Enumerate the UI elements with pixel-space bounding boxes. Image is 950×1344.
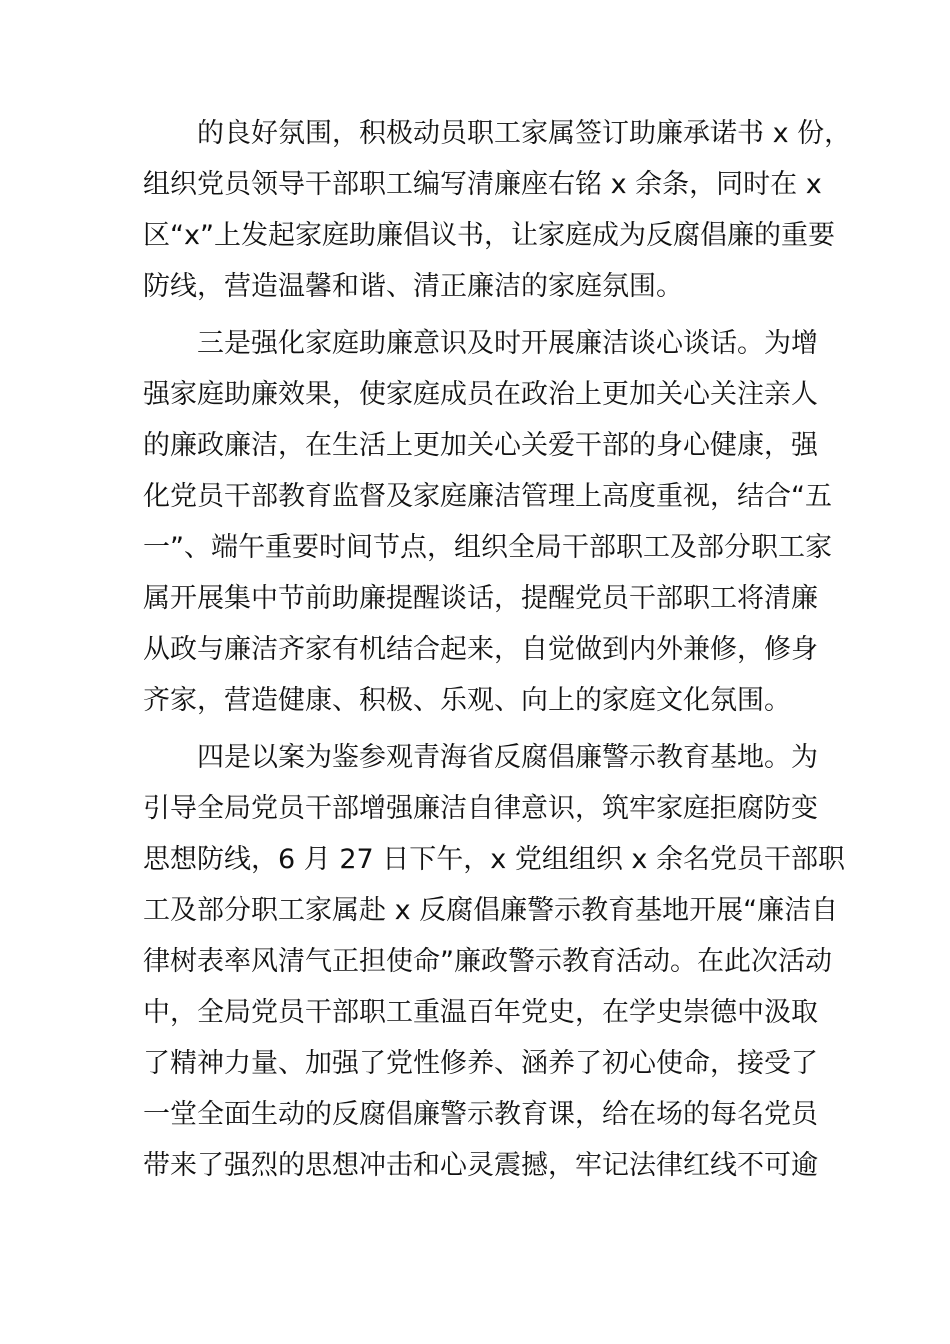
paragraph-line: 思想防线，6 月 27 日下午，x 党组组织 x 余名党员干部职 (143, 844, 845, 875)
paragraph-line: 化党员干部教育监督及家庭廉洁管理上高度重视，结合“五 (143, 481, 832, 512)
paragraph-1 (143, 108, 852, 312)
paragraph-line: 工及部分职工家属赴 x 反腐倡廉警示教育基地开展“廉洁自 (143, 895, 839, 926)
paragraph-line: 属开展集中节前助廉提醒谈话，提醒党员干部职工将清廉 (143, 583, 818, 614)
paragraph-line: 的良好氛围，积极动员职工家属签订助廉承诺书 x 份， (197, 118, 852, 149)
paragraph-line: 三是强化家庭助廉意识及时开展廉洁谈心谈话。为增 (197, 328, 818, 359)
paragraph-line: 中，全局党员干部职工重温百年党史，在学史崇德中汲取 (143, 997, 818, 1028)
paragraph-line: 从政与廉洁齐家有机结合起来，自觉做到内外兼修，修身 (143, 634, 818, 665)
paragraph-line: 带来了强烈的思想冲击和心灵震撼，牢记法律红线不可逾 (143, 1150, 818, 1181)
paragraph-line: 一堂全面生动的反腐倡廉警示教育课，给在场的每名党员 (143, 1099, 818, 1130)
paragraph-line: 了精神力量、加强了党性修养、涵养了初心使命，接受了 (143, 1048, 818, 1079)
paragraph-line: 四是以案为鉴参观青海省反腐倡廉警示教育基地。为 (197, 742, 818, 773)
document-body (143, 108, 852, 1197)
paragraph-line: 引导全局党员干部增强廉洁自律意识，筑牢家庭拒腐防变 (143, 793, 818, 824)
paragraph-line: 律树表率风清气正担使命”廉政警示教育活动。在此次活动 (143, 946, 832, 977)
paragraph-line: 区“x”上发起家庭助廉倡议书，让家庭成为反腐倡廉的重要 (143, 220, 835, 251)
paragraph-line: 强家庭助廉效果，使家庭成员在政治上更加关心关注亲人 (143, 379, 818, 410)
paragraph-2 (143, 318, 832, 726)
paragraph-line: 的廉政廉洁，在生活上更加关心关爱干部的身心健康，强 (143, 430, 818, 461)
paragraph-line: 防线，营造温馨和谐、清正廉洁的家庭氛围。 (143, 271, 683, 302)
paragraph-line: 组织党员领导干部职工编写清廉座右铭 x 余条，同时在 x (143, 169, 822, 200)
paragraph-3 (143, 732, 845, 1191)
paragraph-line: 齐家，营造健康、积极、乐观、向上的家庭文化氛围。 (143, 685, 791, 716)
paragraph-line: 一”、端午重要时间节点，组织全局干部职工及部分职工家 (143, 532, 832, 563)
